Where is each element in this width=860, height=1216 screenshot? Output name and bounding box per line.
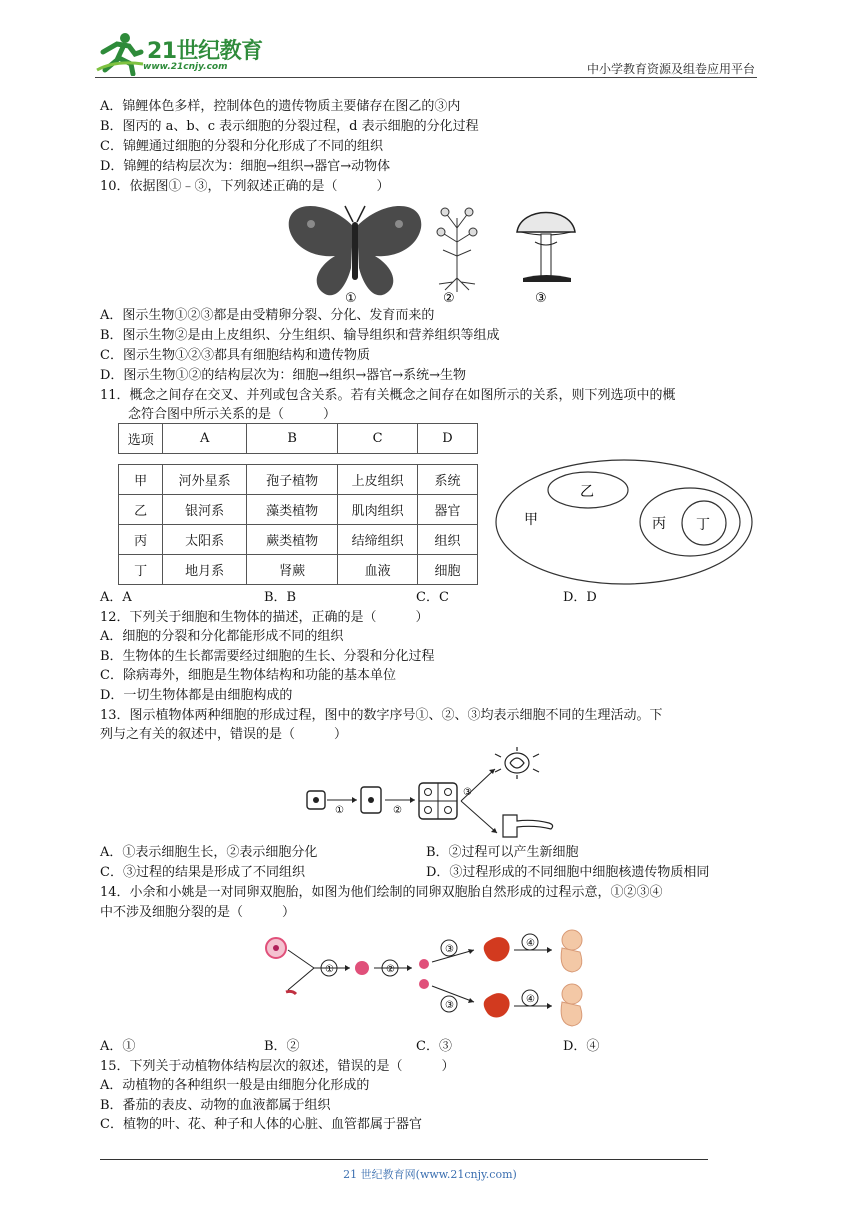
- fern-plant-image: [437, 208, 477, 292]
- q10-label-2: ②: [443, 291, 455, 304]
- q13-option-b: B．②过程可以产生新细胞: [426, 845, 579, 860]
- q14-stem-1: 14．小余和小姚是一对同卵双胞胎，如图为他们绘制的同卵双胞胎自然形成的过程示意，①②③④: [100, 885, 663, 900]
- venn-label-yi: 乙: [580, 484, 594, 500]
- q15-option-b: B．番茄的表皮、动物的血液都属于组织: [100, 1098, 331, 1113]
- embryo-shape: [484, 937, 510, 961]
- header-divider: [95, 77, 757, 78]
- q15-option-c: C．植物的叶、花、种子和人体的心脏、血管都属于器官: [100, 1117, 422, 1132]
- footer-divider: [100, 1159, 708, 1160]
- q11-option-a: A．A: [100, 590, 132, 605]
- q9-option-d: D．锦鲤的结构层次为：细胞→组织→器官→动物体: [100, 159, 391, 174]
- table-header-cell: 选项: [119, 424, 163, 454]
- site-logo[interactable]: [95, 30, 265, 78]
- table-cell: 乙: [119, 495, 163, 525]
- q14-option-a: A．①: [100, 1039, 136, 1054]
- q11-venn-diagram: [494, 456, 756, 588]
- q10-label-3: ③: [535, 291, 547, 304]
- table-cell: 结缔组织: [338, 525, 418, 555]
- page-header: [95, 30, 755, 78]
- table-cell: 丁: [119, 555, 163, 585]
- table-cell: 地月系: [163, 555, 247, 585]
- table-cell: 组织: [417, 525, 477, 555]
- logo-text: 21世纪教育: [147, 39, 263, 64]
- q10-figure: [285, 198, 585, 304]
- q11-stem-2: 念符合图中所示关系的是（ ）: [128, 407, 337, 422]
- sperm-shape: [286, 991, 296, 994]
- q14-label-1: ①: [325, 964, 334, 975]
- venn-label-bing: 丙: [652, 516, 666, 532]
- table-cell: 血液: [338, 555, 418, 585]
- q13-option-a: A．①表示细胞生长，②表示细胞分化: [100, 845, 318, 860]
- q9-option-c: C．锦鲤通过细胞的分裂和分化形成了不同的组织: [100, 139, 383, 154]
- q14-stem-2: 中不涉及细胞分裂的是（ ）: [100, 905, 296, 920]
- q11-option-table: [118, 464, 478, 585]
- q10-option-a: A．图示生物①②③都是由受精卵分裂、分化、发育而来的: [100, 308, 435, 323]
- q11-option-d: D．D: [563, 590, 597, 605]
- butterfly-image: [289, 206, 422, 295]
- q11-header-table: [118, 423, 478, 454]
- q10-stem: 10．依据图①﹣③，下列叙述正确的是（ ）: [100, 179, 390, 194]
- table-header-cell: B: [246, 424, 337, 454]
- q12-option-b: B．生物体的生长都需要经过细胞的生长、分裂和分化过程: [100, 649, 435, 664]
- table-row: [119, 465, 478, 495]
- q13-label-2: ②: [393, 805, 402, 816]
- q15-option-a: A．动植物的各种组织一般是由细胞分化形成的: [100, 1078, 370, 1093]
- q13-option-d: D．③过程形成的不同细胞中细胞核遗传物质相同: [426, 865, 710, 880]
- q10-option-d: D．图示生物①②的结构层次为：细胞→组织→器官→系统→生物: [100, 368, 466, 383]
- table-cell: 藻类植物: [246, 495, 337, 525]
- runner-logo-icon: [95, 30, 147, 76]
- q12-option-d: D．一切生物体都是由细胞构成的: [100, 688, 293, 703]
- q13-stem-1: 13．图示植物体两种细胞的形成过程，图中的数字序号①、②、③均表示细胞不同的生理活动。下: [100, 708, 663, 723]
- q14-label-3b: ③: [445, 1000, 454, 1011]
- venn-label-ding: 丁: [696, 517, 710, 533]
- q9-option-b: B．图丙的 a、b、c 表示细胞的分裂过程，d 表示细胞的分化过程: [100, 119, 479, 134]
- table-row: [119, 525, 478, 555]
- table-cell: 肌肉组织: [338, 495, 418, 525]
- q12-stem: 12．下列关于细胞和生物体的描述，正确的是（ ）: [100, 610, 429, 625]
- table-cell: 细胞: [417, 555, 477, 585]
- q13-label-3: ③: [463, 787, 472, 798]
- q13-cell-figure: [305, 745, 560, 841]
- q9-option-a: A．锦鲤体色多样，控制体色的遗传物质主要储存在图乙的③内: [100, 99, 461, 114]
- table-header-row: [119, 424, 478, 454]
- mushroom-image: [517, 213, 575, 283]
- q12-option-c: C．除病毒外，细胞是生物体结构和功能的基本单位: [100, 668, 396, 683]
- table-cell: 太阳系: [163, 525, 247, 555]
- q13-option-c: C．③过程的结果是形成了不同组织: [100, 865, 305, 880]
- q14-option-d: D．④: [563, 1039, 600, 1054]
- q10-option-b: B．图示生物②是由上皮组织、分生组织、输导组织和营养组织等组成: [100, 328, 500, 343]
- fetus-shape: [561, 930, 582, 1026]
- table-cell: 河外星系: [163, 465, 247, 495]
- q10-label-1: ①: [345, 291, 357, 304]
- q14-twins-figure: [262, 926, 592, 1034]
- q14-option-c: C．③: [416, 1039, 452, 1054]
- table-header-cell: D: [417, 424, 477, 454]
- table-cell: 肾蕨: [246, 555, 337, 585]
- table-cell: 器官: [417, 495, 477, 525]
- q11-option-b: B．B: [264, 590, 297, 605]
- table-row: [119, 495, 478, 525]
- fertilized-egg-shape: [355, 961, 369, 975]
- table-header-cell: C: [338, 424, 418, 454]
- table-cell: 孢子植物: [246, 465, 337, 495]
- q10-option-c: C．图示生物①②③都具有细胞结构和遗传物质: [100, 348, 370, 363]
- embryo-shape: [484, 993, 510, 1017]
- q14-label-4b: ④: [526, 994, 535, 1005]
- table-cell: 蕨类植物: [246, 525, 337, 555]
- q14-option-b: B．②: [264, 1039, 300, 1054]
- venn-label-jia: 甲: [524, 512, 538, 528]
- table-cell: 甲: [119, 465, 163, 495]
- q13-stem-2: 列与之有关的叙述中，错误的是（ ）: [100, 727, 348, 742]
- q11-stem-1: 11．概念之间存在交叉、并列或包含关系。若有关概念之间存在如图所示的关系，则下列选项中的概: [100, 388, 676, 403]
- table-cell: 上皮组织: [338, 465, 418, 495]
- q12-option-a: A．细胞的分裂和分化都能形成不同的组织: [100, 629, 344, 644]
- table-cell: 丙: [119, 525, 163, 555]
- q14-label-2: ②: [386, 964, 395, 975]
- platform-title: 中小学教育资源及组卷应用平台: [586, 62, 755, 76]
- root-hair-cell-shape: [503, 815, 553, 837]
- q11-option-c: C．C: [416, 590, 449, 605]
- table-header-cell: A: [163, 424, 247, 454]
- table-cell: 银河系: [163, 495, 247, 525]
- table-cell: 系统: [417, 465, 477, 495]
- q14-label-4a: ④: [526, 938, 535, 949]
- q13-label-1: ①: [335, 805, 344, 816]
- page-footer[interactable]: 21 世纪教育网(www.21cnjy.com): [343, 1168, 517, 1181]
- table-row: [119, 555, 478, 585]
- q15-stem: 15．下列关于动植物体结构层次的叙述，错误的是（ ）: [100, 1059, 455, 1074]
- q14-label-3a: ③: [445, 944, 454, 955]
- guard-cell-shape: [495, 747, 539, 779]
- logo-url: www.21cnjy.com: [143, 62, 228, 72]
